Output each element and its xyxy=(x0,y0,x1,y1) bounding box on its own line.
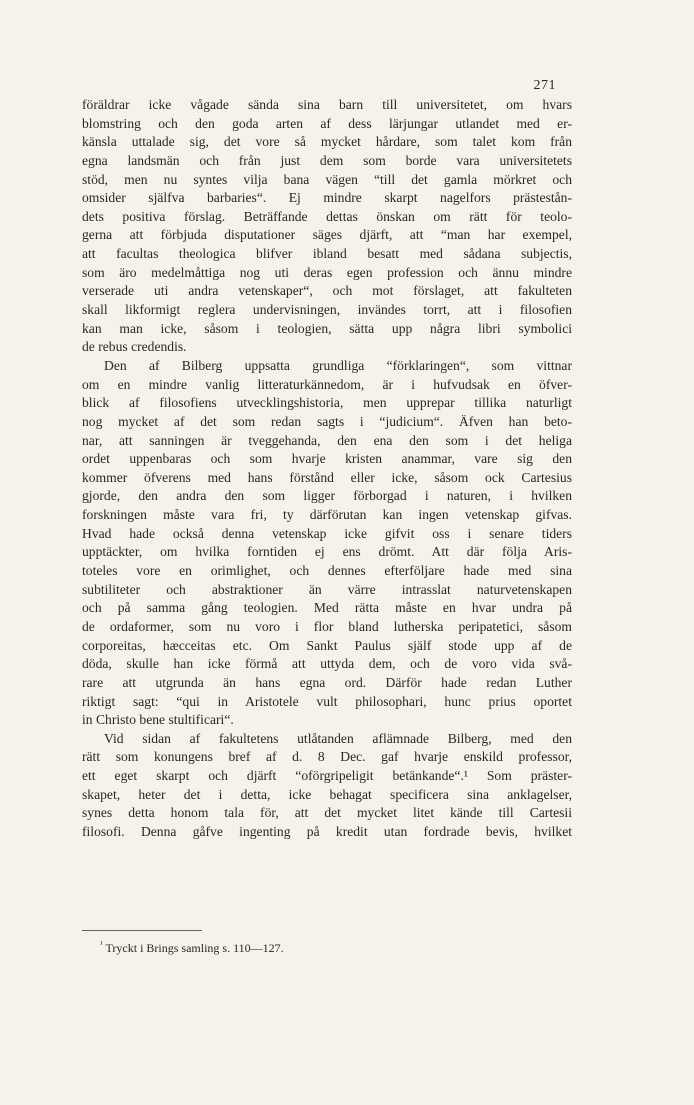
text-line: toteles vore en orimlighet, och dennes efterföljare hade med sina xyxy=(82,563,572,579)
text-line: dets positiva förslag. Beträffande dettas önskan om rätt för teolo- xyxy=(82,208,572,224)
text-line: Den af Bilberg uppsatta grundliga “förklaringen“, som vittnar xyxy=(104,357,572,373)
footnote-rule xyxy=(82,930,202,931)
text-line: forskningen måste vara fri, ty därförutan kan ingen vetenskap gifvas. xyxy=(82,507,572,523)
text-line: känsla uttalade sig, det vore så mycket hårdare, som talet kom från xyxy=(82,134,572,150)
text-line: synes detta honom tala för, att det mycket litet kände till Cartesii xyxy=(82,805,572,821)
text-line: verserade uti andra vetenskaper“, och mot förslaget, att fakulteten xyxy=(82,283,572,299)
text-line: gjorde, den andra den som ligger förborgad i naturen, i hvilken xyxy=(82,488,572,504)
text-line: omsider själfva barbaries“. Ej mindre skarpt nagelfors prästestån- xyxy=(82,190,572,206)
text-line: gerna att förbjuda disputationer säges djärft, att “man har exempel, xyxy=(82,227,572,243)
footnote-text: Tryckt i Brings samling s. 110—127. xyxy=(105,941,284,955)
text-line: som äro medelmåttiga nog uti deras egen profession och ännu mindre xyxy=(82,264,572,280)
text-line: upptäckter, om hvilka forntiden ej ens drömt. Att där följa Aris- xyxy=(82,544,572,560)
text-line: ordet uppenbaras och som hvarje kristen anammar, vare sig den xyxy=(82,451,572,467)
text-line: rätt som konungens bref af d. 8 Dec. gaf hvarje enskild professor, xyxy=(82,749,572,765)
text-line: skall likformigt reglera undervisningen, invändes torrt, att i filosofien xyxy=(82,302,572,318)
text-line: nog mycket af det som redan sagts i “judicium“. Äfven han beto- xyxy=(82,413,572,429)
text-line: blick af filosofiens utvecklingshistoria, men upprepar tillika naturligt xyxy=(82,395,572,411)
text-line: rare att utgrunda än hans egna ord. Därför hade redan Luther xyxy=(82,674,572,690)
text-line: de ordaformer, som nu voro i flor bland lutherska peripatetici, såsom xyxy=(82,618,572,634)
text-line: egna landsmän och från just dem som borde vara universitetets xyxy=(82,152,572,168)
text-line: subtiliteter och abstraktioner än värre intrasslat naturvetenskapen xyxy=(82,581,572,597)
page-number: 271 xyxy=(533,78,556,93)
text-line: att facultas theologica blifver ibland besatt med sådana subjectis, xyxy=(82,246,572,262)
text-line: kommer öfverens med hans förstånd eller icke, såsom ock Cartesius xyxy=(82,469,572,485)
text-line: in Christo bene stultificari“. xyxy=(82,712,234,728)
text-line: kan man icke, såsom i teologien, sätta upp några libri symbolici xyxy=(82,320,572,336)
text-line: och på samma gång teologien. Med rätta måste en hvar undra på xyxy=(82,600,572,616)
text-line: nar, att sanningen är tveggehanda, den ena den som i det heliga xyxy=(82,432,572,448)
text-line: corporeitas, hæcceitas etc. Om Sankt Paulus själf stode upp af de xyxy=(82,637,572,653)
text-line: de rebus credendis. xyxy=(82,339,187,355)
text-line: ett eget skarpt och djärft “oförgripeligit betänkande“.¹ Som präster- xyxy=(82,768,572,784)
footnote xyxy=(100,940,284,956)
text-line: Hvad hade också denna vetenskap icke gifvit oss i senare tiders xyxy=(82,525,572,541)
text-line: om en mindre vanlig litteraturkännedom, är i hufvudsak en öfver- xyxy=(82,376,572,392)
text-line: riktigt sagt: “qui in Aristotele vult philosophari, hunc prius oportet xyxy=(82,693,572,709)
footnote-marker: ¹ xyxy=(100,939,103,949)
text-line: skapet, heter det i detta, icke behagat specificera sina anklagelser, xyxy=(82,786,572,802)
text-line: stöd, men nu syntes vilja bana vägen “till det gamla mörkret och xyxy=(82,171,572,187)
text-line: blomstring och den goda arten af dess lärjungar utlandet med er- xyxy=(82,115,572,131)
text-line: Vid sidan af fakultetens utlåtanden aflämnade Bilberg, med den xyxy=(104,730,572,746)
text-line: filosofi. Denna gåfve ingenting på kredit utan fordrade bevis, hvilket xyxy=(82,823,572,839)
text-line: döda, skulle han icke förmå att uttyda dem, och de voro vida svå- xyxy=(82,656,572,672)
text-line: föräldrar icke vågade sända sina barn till universitetet, om hvars xyxy=(82,97,572,112)
body-text xyxy=(82,96,572,842)
